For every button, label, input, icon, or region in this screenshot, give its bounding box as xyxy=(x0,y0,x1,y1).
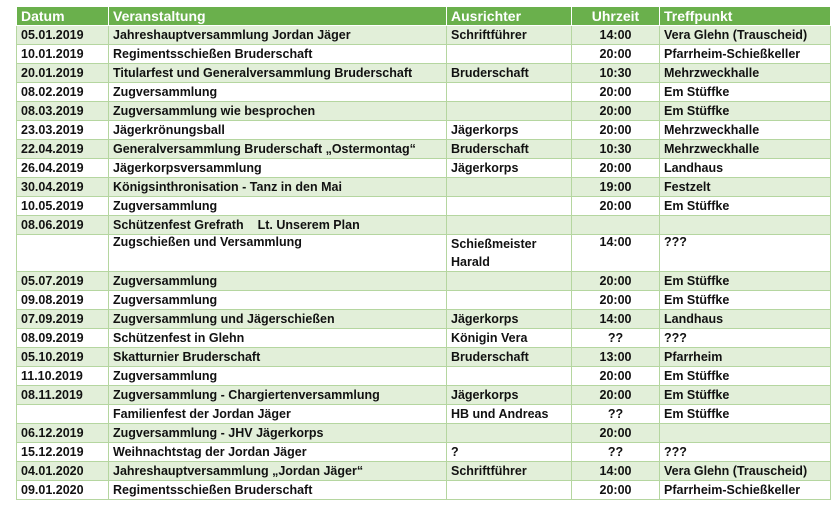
cell-meeting-point: Em Stüffke xyxy=(660,386,831,405)
cell-meeting-point: Em Stüffke xyxy=(660,197,831,216)
cell-event: Familienfest der Jordan Jäger xyxy=(109,405,447,424)
cell-organizer: Jägerkorps xyxy=(447,159,572,178)
table-row xyxy=(17,102,831,121)
cell-event: Weihnachtstag der Jordan Jäger xyxy=(109,443,447,462)
cell-event: Zugversammlung - JHV Jägerkorps xyxy=(109,424,447,443)
header-row xyxy=(17,7,831,26)
cell-organizer: Bruderschaft xyxy=(447,64,572,83)
cell-time: 10:30 xyxy=(572,64,660,83)
table-row xyxy=(17,235,831,272)
cell-organizer: HB und Andreas xyxy=(447,405,572,424)
cell-meeting-point: Em Stüffke xyxy=(660,102,831,121)
cell-event: Schützenfest in Glehn xyxy=(109,329,447,348)
cell-meeting-point: Mehrzweckhalle xyxy=(660,140,831,159)
table-row xyxy=(17,216,831,235)
cell-time: 14:00 xyxy=(572,310,660,329)
cell-date: 20.01.2019 xyxy=(17,64,109,83)
cell-event: Regimentsschießen Bruderschaft xyxy=(109,45,447,64)
cell-meeting-point: Mehrzweckhalle xyxy=(660,64,831,83)
cell-time: 20:00 xyxy=(572,481,660,500)
cell-time: 20:00 xyxy=(572,83,660,102)
cell-time: 20:00 xyxy=(572,386,660,405)
cell-event: Zugversammlung - Chargiertenversammlung xyxy=(109,386,447,405)
table-row xyxy=(17,291,831,310)
table-row xyxy=(17,178,831,197)
table-row xyxy=(17,405,831,424)
cell-event: Zugversammlung xyxy=(109,367,447,386)
cell-time: 20:00 xyxy=(572,102,660,121)
cell-event: Jahreshauptversammlung „Jordan Jäger“ xyxy=(109,462,447,481)
cell-meeting-point: ??? xyxy=(660,443,831,462)
cell-date: 08.09.2019 xyxy=(17,329,109,348)
cell-organizer: Jägerkorps xyxy=(447,121,572,140)
cell-time: 20:00 xyxy=(572,424,660,443)
table-row xyxy=(17,329,831,348)
cell-meeting-point: Em Stüffke xyxy=(660,272,831,291)
cell-organizer: Bruderschaft xyxy=(447,140,572,159)
cell-organizer: Schießmeister Harald xyxy=(447,235,572,272)
cell-organizer xyxy=(447,216,572,235)
cell-date: 11.10.2019 xyxy=(17,367,109,386)
cell-organizer xyxy=(447,367,572,386)
cell-organizer: ? xyxy=(447,443,572,462)
table-row xyxy=(17,272,831,291)
cell-event: Titularfest und Generalversammlung Bruderschaft xyxy=(109,64,447,83)
cell-date: 06.12.2019 xyxy=(17,424,109,443)
cell-date: 08.06.2019 xyxy=(17,216,109,235)
cell-organizer xyxy=(447,83,572,102)
cell-date: 08.11.2019 xyxy=(17,386,109,405)
cell-date: 05.07.2019 xyxy=(17,272,109,291)
cell-meeting-point: Vera Glehn (Trauscheid) xyxy=(660,26,831,45)
cell-date: 23.03.2019 xyxy=(17,121,109,140)
cell-event: Zugversammlung xyxy=(109,197,447,216)
cell-time xyxy=(572,216,660,235)
cell-organizer xyxy=(447,45,572,64)
cell-time: 13:00 xyxy=(572,348,660,367)
table-row xyxy=(17,386,831,405)
cell-event: Jägerkrönungsball xyxy=(109,121,447,140)
cell-meeting-point: Landhaus xyxy=(660,310,831,329)
cell-time: 20:00 xyxy=(572,291,660,310)
cell-organizer xyxy=(447,424,572,443)
cell-meeting-point: Landhaus xyxy=(660,159,831,178)
cell-event: Skatturnier Bruderschaft xyxy=(109,348,447,367)
cell-organizer xyxy=(447,291,572,310)
cell-date: 07.09.2019 xyxy=(17,310,109,329)
table-row xyxy=(17,45,831,64)
cell-date: 30.04.2019 xyxy=(17,178,109,197)
cell-organizer: Schriftführer xyxy=(447,462,572,481)
cell-date: 26.04.2019 xyxy=(17,159,109,178)
cell-organizer: Jägerkorps xyxy=(447,310,572,329)
header-event: Veranstaltung xyxy=(109,7,447,26)
cell-event: Zugversammlung wie besprochen xyxy=(109,102,447,121)
cell-meeting-point: Festzelt xyxy=(660,178,831,197)
table-row xyxy=(17,83,831,102)
event-schedule-table xyxy=(16,6,831,500)
cell-date: 10.01.2019 xyxy=(17,45,109,64)
cell-meeting-point: ??? xyxy=(660,329,831,348)
cell-organizer xyxy=(447,481,572,500)
cell-meeting-point: Em Stüffke xyxy=(660,83,831,102)
table-row xyxy=(17,462,831,481)
cell-date xyxy=(17,235,109,272)
cell-meeting-point: Mehrzweckhalle xyxy=(660,121,831,140)
cell-organizer: Jägerkorps xyxy=(447,386,572,405)
cell-time: 19:00 xyxy=(572,178,660,197)
cell-event: Zugversammlung xyxy=(109,83,447,102)
cell-event: Jahreshauptversammlung Jordan Jäger xyxy=(109,26,447,45)
header-meeting-point: Treffpunkt xyxy=(660,7,831,26)
cell-date: 15.12.2019 xyxy=(17,443,109,462)
cell-meeting-point: Pfarrheim-Schießkeller xyxy=(660,45,831,64)
cell-organizer xyxy=(447,178,572,197)
cell-date: 22.04.2019 xyxy=(17,140,109,159)
cell-meeting-point: ??? xyxy=(660,235,831,272)
table-body xyxy=(17,26,831,500)
cell-organizer: Bruderschaft xyxy=(447,348,572,367)
cell-date: 08.02.2019 xyxy=(17,83,109,102)
table-row xyxy=(17,367,831,386)
cell-time: 20:00 xyxy=(572,45,660,64)
table-row xyxy=(17,197,831,216)
table-row xyxy=(17,159,831,178)
cell-meeting-point xyxy=(660,424,831,443)
cell-event: Königsinthronisation - Tanz in den Mai xyxy=(109,178,447,197)
cell-event: Zugschießen und Versammlung xyxy=(109,235,447,272)
header-time: Uhrzeit xyxy=(572,7,660,26)
cell-organizer: Schriftführer xyxy=(447,26,572,45)
table-row xyxy=(17,443,831,462)
cell-date: 09.01.2020 xyxy=(17,481,109,500)
cell-time: 20:00 xyxy=(572,121,660,140)
cell-event xyxy=(109,216,447,235)
cell-date: 10.05.2019 xyxy=(17,197,109,216)
header-date: Datum xyxy=(17,7,109,26)
cell-meeting-point: Em Stüffke xyxy=(660,405,831,424)
table-row xyxy=(17,121,831,140)
cell-time: 14:00 xyxy=(572,462,660,481)
cell-meeting-point: Em Stüffke xyxy=(660,367,831,386)
cell-event: Regimentsschießen Bruderschaft xyxy=(109,481,447,500)
cell-event: Generalversammlung Bruderschaft „Ostermontag“ xyxy=(109,140,447,159)
cell-meeting-point xyxy=(660,216,831,235)
cell-time: 10:30 xyxy=(572,140,660,159)
cell-meeting-point: Vera Glehn (Trauscheid) xyxy=(660,462,831,481)
table-row xyxy=(17,310,831,329)
cell-time: 14:00 xyxy=(572,26,660,45)
cell-organizer xyxy=(447,272,572,291)
event-label: Schützenfest Grefrath xyxy=(113,218,244,232)
cell-organizer xyxy=(447,197,572,216)
cell-time: 20:00 xyxy=(572,367,660,386)
cell-time: ?? xyxy=(572,329,660,348)
cell-date: 09.08.2019 xyxy=(17,291,109,310)
cell-date: 05.01.2019 xyxy=(17,26,109,45)
cell-event: Jägerkorpsversammlung xyxy=(109,159,447,178)
cell-event: Zugversammlung xyxy=(109,291,447,310)
cell-time: 14:00 xyxy=(572,235,660,272)
cell-date: 04.01.2020 xyxy=(17,462,109,481)
event-note: Lt. Unserem Plan xyxy=(257,218,360,232)
cell-organizer: Königin Vera xyxy=(447,329,572,348)
cell-meeting-point: Pfarrheim xyxy=(660,348,831,367)
table-row xyxy=(17,64,831,83)
cell-event: Zugversammlung und Jägerschießen xyxy=(109,310,447,329)
table-row xyxy=(17,140,831,159)
cell-organizer xyxy=(447,102,572,121)
table-row xyxy=(17,424,831,443)
cell-event: Zugversammlung xyxy=(109,272,447,291)
cell-time: 20:00 xyxy=(572,272,660,291)
cell-time: ?? xyxy=(572,443,660,462)
cell-time: 20:00 xyxy=(572,159,660,178)
cell-meeting-point: Em Stüffke xyxy=(660,291,831,310)
cell-date: 08.03.2019 xyxy=(17,102,109,121)
cell-meeting-point: Pfarrheim-Schießkeller xyxy=(660,481,831,500)
table-row xyxy=(17,348,831,367)
cell-time: ?? xyxy=(572,405,660,424)
cell-date: 05.10.2019 xyxy=(17,348,109,367)
header-organizer: Ausrichter xyxy=(447,7,572,26)
table-row xyxy=(17,481,831,500)
cell-time: 20:00 xyxy=(572,197,660,216)
table-row xyxy=(17,26,831,45)
cell-date xyxy=(17,405,109,424)
